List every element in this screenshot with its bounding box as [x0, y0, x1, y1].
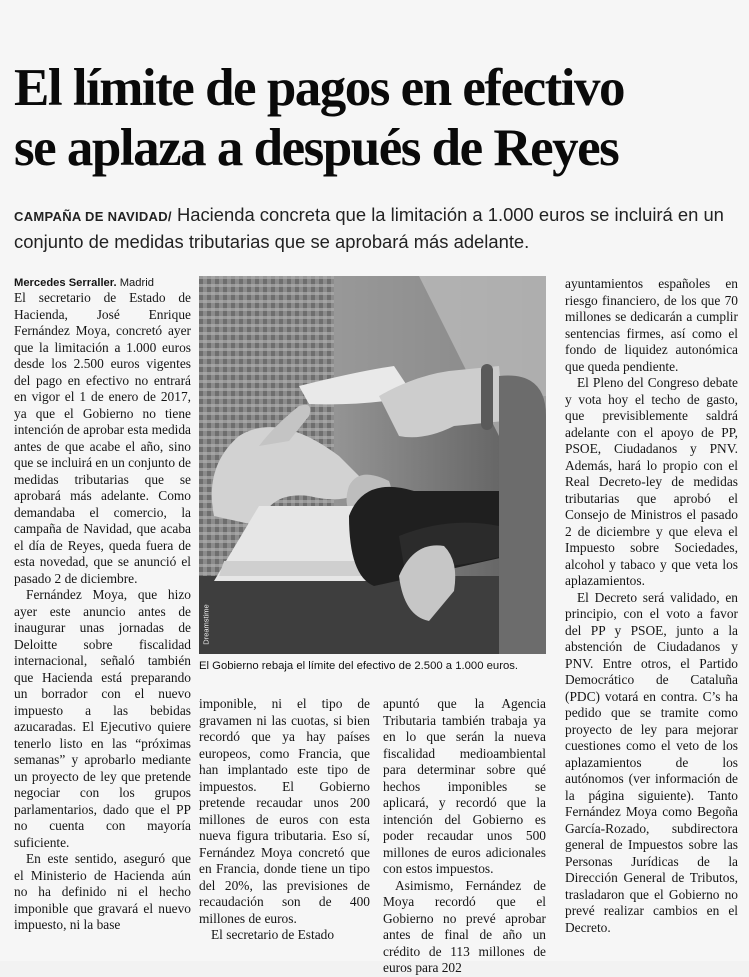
byline-location: Madrid — [116, 277, 154, 289]
article-column-1 — [14, 276, 191, 934]
paragraph: En este sentido, aseguró que el Ministerio de Hacienda aún no ha definido ni el hecho imponible que gravará el nuevo impuesto, ni la base — [14, 851, 191, 932]
photo-caption: El Gobierno rebaja el límite del efectivo de 2.500 a 1.000 euros. — [199, 660, 519, 672]
paragraph: El secretario de Estado de Hacienda, José Enrique Fernández Moya, concretó ayer que la limitación a 1.000 euros desde los 2.500 euros vigentes del pago en efectivo no entrará en vigor el 1 de enero de 2017, ya que el Gobierno no tiene intención de aprobar esta medida antes de que acabe el año, sino que se incluirá en un conjunto de medidas tributarias que se aprobará más adelante. Como demandaba el comercio, la campaña de Navidad, que acaba el día de Reyes, queda fuera de esta novedad, que se anunció el pasado 2 de diciembre. — [14, 290, 192, 586]
subheadline — [14, 202, 734, 254]
headline-line-1: El límite de pagos en efectivo — [14, 59, 625, 117]
headline — [14, 58, 739, 178]
article-column-3 — [383, 696, 546, 977]
byline — [14, 276, 191, 290]
article-column-4 — [565, 276, 738, 936]
photo-hands-exchanging-cash — [199, 276, 546, 654]
article-photo — [199, 276, 546, 654]
byline-author: Mercedes Serraller. — [14, 277, 117, 289]
section-kicker: CAMPAÑA DE NAVIDAD/ — [14, 209, 172, 224]
paragraph: ayuntamientos españoles en riesgo financiero, de los que 70 millones se dedicarán a cumplir sentencias firmes, así como el fondo de liquidez autonómica que queda pendiente. — [565, 276, 738, 374]
paragraph: El Pleno del Congreso debate y vota hoy el techo de gasto, que previsiblemente saldrá adelante con el apoyo de PP, PSOE, Ciudadanos y PNV. Además, hará lo propio con el Real Decreto-ley de medidas tributarias que aprobó el Consejo de Ministros el pasado 2 de diciembre y que eleva el Impuesto sobre Sociedades, alcohol y tabaco y que veta los aplazamientos. — [565, 375, 738, 588]
photo-credit: Dreamstime — [201, 604, 211, 645]
paragraph: El secretario de Estado — [211, 927, 335, 942]
paragraph: Asimismo, Fernández de Moya recordó que el Gobierno no prevé aprobar antes de final de año un crédito de 113 millones de euros para 202 — [383, 877, 546, 975]
paragraph: El Decreto será validado, en principio, con el voto a favor del PP y PSOE, junto a la abstención de Ciudadanos y PNV. Entre otros, el Partido Democrático de Cataluña (PDC) votará en contra. C’s ha pedido que se tramite como proyecto de ley para mejorar cuestiones como el veto de los aplazamientos de los autónomos (ver información de la página siguiente). Tanto Fernández Moya como Begoña García-Rozado, subdirectora general de Impuestos sobre las Personas Jurídicas de la Dirección General de Tributos, trasladaron que el Gobierno no prevé realizar cambios en el Decreto. — [565, 589, 738, 935]
paragraph: apuntó que la Agencia Tributaria también trabaja ya en lo que serán la nueva fiscalidad medioambiental para determinar sobre qué hechos imponibles se aplicará, y recordó que la intención del Gobierno es poder recaudar unos 500 millones de euros adicionales con estos impuestos. — [383, 696, 546, 876]
paragraph: imponible, ni el tipo de gravamen ni las cuotas, si bien recordó que ya hay países europeos, como Francia, que han implantado este tipo de impuestos. El Gobierno pretende recaudar unos 200 millones de euros con esta nueva figura tributaria. Eso sí, Fernández Moya concretó que en Francia, donde tiene un tipo del 20%, las previsiones de recaudación son de 400 millones de euros. — [199, 696, 370, 926]
paragraph: Fernández Moya, que hizo ayer este anuncio antes de inaugurar unas jornadas de Deloitte sobre fiscalidad internacional, señaló también que Hacienda está preparando un borrador con el nuevo impuesto a las bebidas azucaradas. El Ejecutivo quiere tenerlo listo en las “próximas semanas” y aprobarlo mediante un proyecto de ley que pretende negociar con los grupos parlamentarios, dado que el PP no cuenta con mayoría suficiente. — [14, 587, 191, 850]
subheadline-text: Hacienda concreta que la limitación a 1.000 euros se incluirá en un conjunto de medidas tributarias que se aprobará más adelante. — [14, 204, 724, 252]
article-column-2 — [199, 696, 370, 944]
headline-line-2: se aplaza a después de Reyes — [14, 119, 619, 177]
